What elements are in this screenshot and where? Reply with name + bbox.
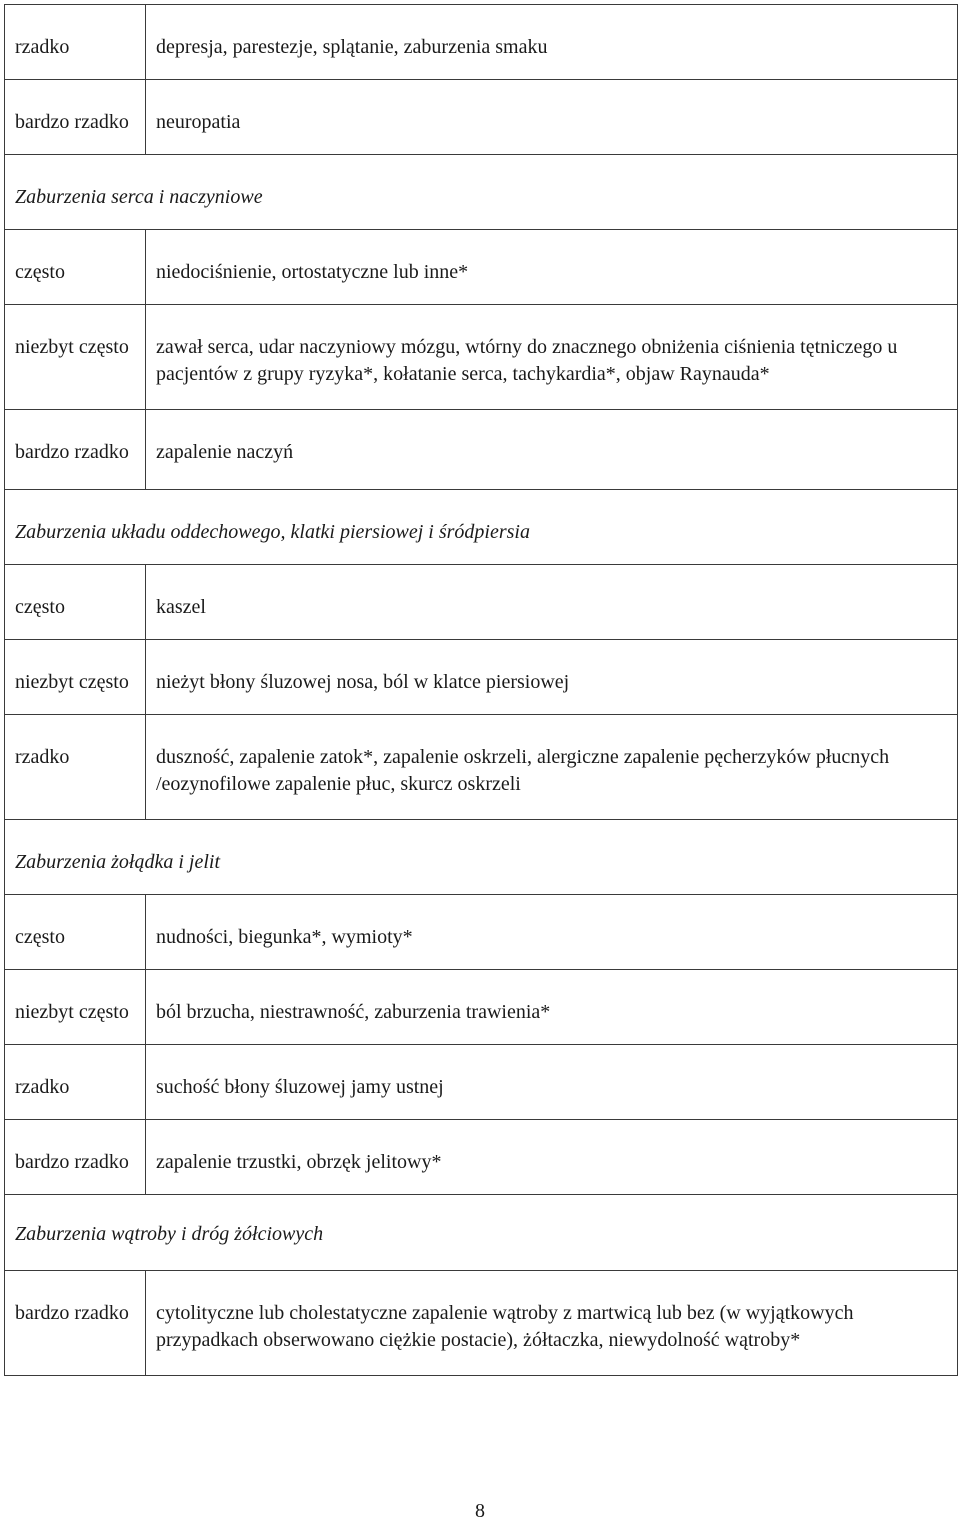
- section-heading: Zaburzenia układu oddechowego, klatki piersiowej i śródpiersia: [5, 490, 958, 565]
- section-heading: Zaburzenia serca i naczyniowe: [5, 155, 958, 230]
- table-row: [5, 970, 958, 1045]
- frequency-cell: niezbyt często: [5, 305, 146, 410]
- effect-cell: nudności, biegunka*, wymioty*: [146, 895, 958, 970]
- frequency-cell: niezbyt często: [5, 970, 146, 1045]
- section-row: [5, 155, 958, 230]
- section-row: [5, 490, 958, 565]
- frequency-cell: bardzo rzadko: [5, 1271, 146, 1376]
- table-row: [5, 565, 958, 640]
- table-row: [5, 80, 958, 155]
- table-row: [5, 410, 958, 490]
- frequency-cell: bardzo rzadko: [5, 410, 146, 490]
- table-row: [5, 895, 958, 970]
- table-row: [5, 305, 958, 410]
- effect-cell: ból brzucha, niestrawność, zaburzenia trawienia*: [146, 970, 958, 1045]
- section-row: [5, 820, 958, 895]
- page-number: 8: [475, 1500, 485, 1522]
- section-row: [5, 1195, 958, 1271]
- effect-cell: cytolityczne lub cholestatyczne zapalenie wątroby z martwicą lub bez (w wyjątkowych przypadkach obserwowano ciężkie postacie), żółtaczka, niewydolność wątroby*: [146, 1271, 958, 1376]
- table-row: [5, 1120, 958, 1195]
- table-row: [5, 715, 958, 820]
- frequency-cell: rzadko: [5, 1045, 146, 1120]
- effect-cell: suchość błony śluzowej jamy ustnej: [146, 1045, 958, 1120]
- frequency-cell: bardzo rzadko: [5, 80, 146, 155]
- section-heading: Zaburzenia wątroby i dróg żółciowych: [5, 1195, 958, 1271]
- table-row: [5, 1271, 958, 1376]
- table-row: [5, 1045, 958, 1120]
- effect-cell: niedociśnienie, ortostatyczne lub inne*: [146, 230, 958, 305]
- table-row: [5, 230, 958, 305]
- frequency-cell: rzadko: [5, 715, 146, 820]
- effect-cell: neuropatia: [146, 80, 958, 155]
- section-heading: Zaburzenia żołądka i jelit: [5, 820, 958, 895]
- effect-cell: duszność, zapalenie zatok*, zapalenie oskrzeli, alergiczne zapalenie pęcherzyków płucnych /eozynofilowe zapalenie płuc, skurcz oskrzeli: [146, 715, 958, 820]
- table-row: [5, 5, 958, 80]
- effect-cell: depresja, parestezje, splątanie, zaburzenia smaku: [146, 5, 958, 80]
- frequency-cell: rzadko: [5, 5, 146, 80]
- frequency-cell: niezbyt często: [5, 640, 146, 715]
- frequency-cell: bardzo rzadko: [5, 1120, 146, 1195]
- frequency-cell: często: [5, 895, 146, 970]
- effect-cell: nieżyt błony śluzowej nosa, ból w klatce piersiowej: [146, 640, 958, 715]
- effect-cell: zapalenie trzustki, obrzęk jelitowy*: [146, 1120, 958, 1195]
- effect-cell: zawał serca, udar naczyniowy mózgu, wtórny do znacznego obniżenia ciśnienia tętniczego u pacjentów z grupy ryzyka*, kołatanie serca, tachykardia*, objaw Raynauda*: [146, 305, 958, 410]
- effect-cell: zapalenie naczyń: [146, 410, 958, 490]
- adverse-effects-table: [4, 4, 958, 1376]
- table-row: [5, 640, 958, 715]
- effect-cell: kaszel: [146, 565, 958, 640]
- frequency-cell: często: [5, 565, 146, 640]
- frequency-cell: często: [5, 230, 146, 305]
